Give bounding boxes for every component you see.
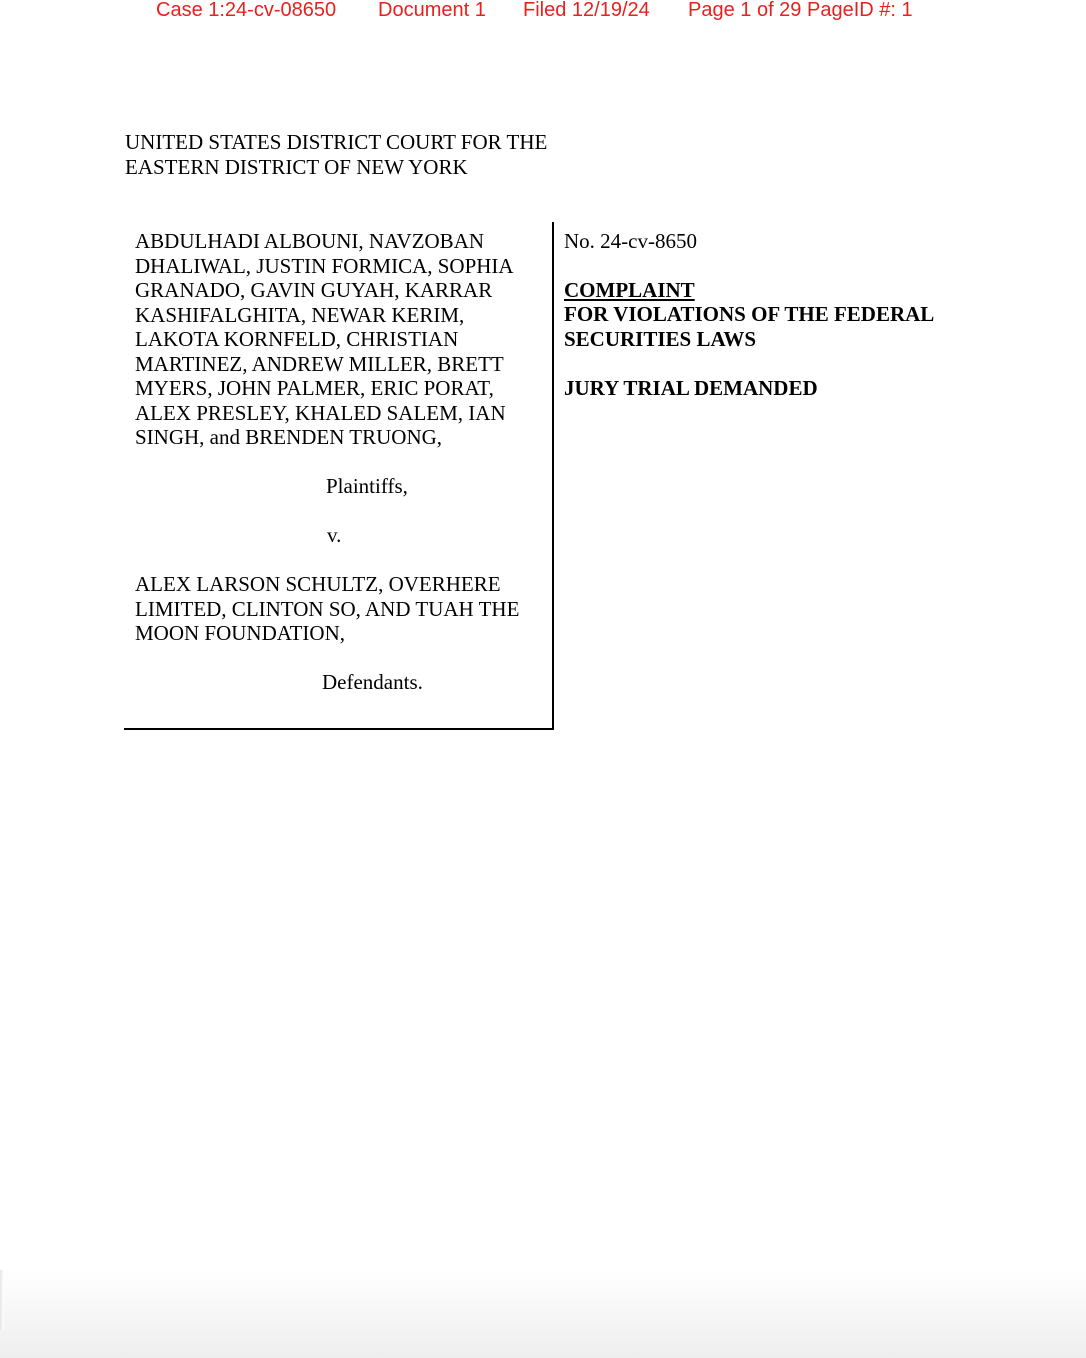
complaint-title: COMPLAINT	[564, 278, 695, 302]
header-case-number: Case 1:24-cv-08650	[156, 0, 337, 21]
defendants-label: Defendants.	[322, 670, 423, 694]
court-title: UNITED STATES DISTRICT COURT FOR THE EASTERN DISTRICT OF NEW YORK	[125, 130, 548, 179]
complaint-subtitle: FOR VIOLATIONS OF THE FEDERAL SECURITIES LAWS	[564, 302, 935, 351]
jury-trial-demand: JURY TRIAL DEMANDED	[564, 376, 818, 400]
header-filed-date: Filed 12/19/24	[523, 0, 650, 21]
header-page-info: Page 1 of 29 PageID #: 1	[688, 0, 913, 21]
ecf-filing-header	[0, 0, 1086, 24]
defendants-names: ALEX LARSON SCHULTZ, OVERHERE LIMITED, CLINTON SO, AND TUAH THE MOON FOUNDATION,	[135, 572, 520, 645]
plaintiffs-label: Plaintiffs,	[326, 474, 408, 498]
page-left-edge	[0, 1270, 4, 1330]
versus-label: v.	[327, 523, 342, 547]
page-bottom-shadow	[0, 1270, 1086, 1358]
header-document-number: Document 1	[378, 0, 486, 21]
case-number: No. 24-cv-8650	[564, 229, 697, 253]
plaintiffs-names: ABDULHADI ALBOUNI, NAVZOBAN DHALIWAL, JUSTIN FORMICA, SOPHIA GRANADO, GAVIN GUYAH, KARRAR KASHIFALGHITA, NEWAR KERIM, LAKOTA KORNFELD, CHRISTIAN MARTINEZ, ANDREW MILLER, BRETT MYERS, JOHN PALMER, ERIC PORAT, ALEX PRESLEY, KHALED SALEM, IAN SINGH, and BRENDEN TRUONG,	[135, 229, 514, 449]
